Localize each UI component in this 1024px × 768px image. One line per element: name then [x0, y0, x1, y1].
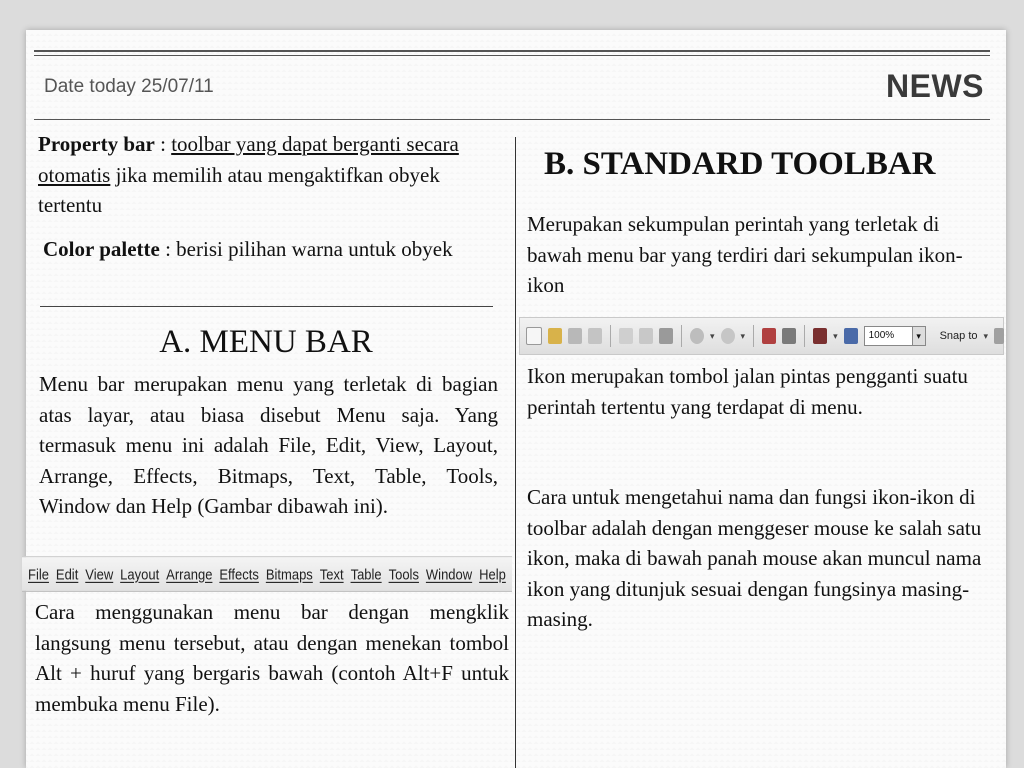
cut-icon — [619, 328, 633, 344]
property-bar-underlined: toolbar yang dapat berganti secara otomatis — [38, 132, 459, 187]
menubar-item-bitmaps: Bitmaps — [265, 565, 313, 583]
copy-icon — [639, 328, 653, 344]
redo-dropdown-icon: ▾ — [740, 330, 746, 341]
date-text: Date today 25/07/11 — [44, 76, 214, 97]
open-icon — [548, 328, 562, 344]
menubar-item-window: Window — [425, 565, 473, 583]
icon-paragraph: Ikon merupakan tombol jalan pintas pengganti suatu perintah tertentu yang terdapat di menu. — [527, 364, 968, 419]
welcome-screen-icon — [844, 328, 858, 344]
top-double-rule-inner — [34, 55, 990, 56]
menubar-item-table: Table — [350, 565, 382, 583]
color-palette-rest: : berisi pilihan warna untuk obyek — [159, 237, 453, 261]
property-bar-term: Property bar — [38, 132, 155, 156]
property-bar-paragraph — [38, 129, 478, 221]
menubar-item-arrange: Arrange — [166, 565, 213, 583]
menu-bar-screenshot — [22, 556, 512, 592]
toolbar-separator — [753, 325, 754, 347]
application-launcher-icon — [813, 328, 827, 344]
menubar-item-view: View — [85, 565, 114, 583]
import-icon — [762, 328, 776, 344]
menubar-item-help: Help — [479, 565, 506, 583]
toolbar-separator — [804, 325, 805, 347]
zoom-level-select: 100% ▾ — [864, 326, 926, 346]
toolbar-separator — [610, 325, 611, 347]
snap-to-label: Snap to — [939, 330, 978, 342]
color-palette-term: Color palette — [43, 237, 160, 261]
menu-bar-usage-paragraph: Cara menggunakan menu bar dengan mengklik langsung menu tersebut, atau dengan menekan tombol Alt + huruf yang bergaris bawah (contoh Alt+F untuk membuka menu File). — [35, 600, 509, 716]
launcher-dropdown-icon: ▾ — [833, 330, 838, 341]
menubar-item-edit: Edit — [55, 565, 79, 583]
undo-icon — [690, 328, 704, 344]
menubar-item-layout: Layout — [120, 565, 160, 583]
top-double-rule — [34, 50, 990, 52]
export-icon — [782, 328, 796, 344]
menu-bar-paragraph: Menu bar merupakan menu yang terletak di bagian atas layar, atau biasa disebut Menu saja. Yang termasuk menu ini adalah File, Edit, View, Layout, Arrange, Effects, Bitmaps, Text, Table, Tools, Window dan Help (Gambar dibawah ini). — [39, 372, 498, 518]
toolbar-separator — [681, 325, 682, 347]
standard-toolbar-paragraph: Merupakan sekumpulan perintah yang terletak di bawah menu bar yang terdiri dari sekumpulan ikon-ikon — [527, 212, 963, 297]
redo-icon — [721, 328, 735, 344]
undo-dropdown-icon: ▾ — [710, 330, 715, 341]
menu-bar-heading: A. MENU BAR — [159, 324, 373, 360]
menubar-item-tools: Tools — [388, 565, 419, 583]
options-icon — [994, 328, 1004, 344]
news-title: NEWS — [886, 68, 984, 104]
color-palette-paragraph — [43, 234, 508, 265]
snap-to-dropdown-icon: ▾ — [983, 330, 989, 341]
print-icon — [588, 328, 602, 344]
menubar-item-effects: Effects — [219, 565, 259, 583]
standard-toolbar-screenshot — [519, 317, 1004, 355]
column-divider — [515, 137, 516, 768]
menubar-item-file: File — [28, 565, 49, 583]
save-icon — [568, 328, 582, 344]
paste-icon — [659, 328, 673, 344]
left-section-rule — [40, 306, 493, 307]
header-rule — [34, 119, 990, 120]
icon-usage-paragraph: Cara untuk mengetahui nama dan fungsi ikon-ikon di toolbar adalah dengan menggeser mouse ke salah satu ikon, maka di bawah panah mouse akan muncul nama ikon yang ditunjuk sesuai dengan fungsinya masing-masing. — [527, 485, 982, 631]
standard-toolbar-heading: B. STANDARD TOOLBAR — [544, 146, 936, 182]
menubar-item-text: Text — [319, 565, 344, 583]
new-icon — [526, 327, 542, 345]
property-bar-rest: jika memilih atau mengaktifkan obyek tertentu — [38, 162, 440, 217]
property-bar-separator: : — [154, 132, 172, 156]
